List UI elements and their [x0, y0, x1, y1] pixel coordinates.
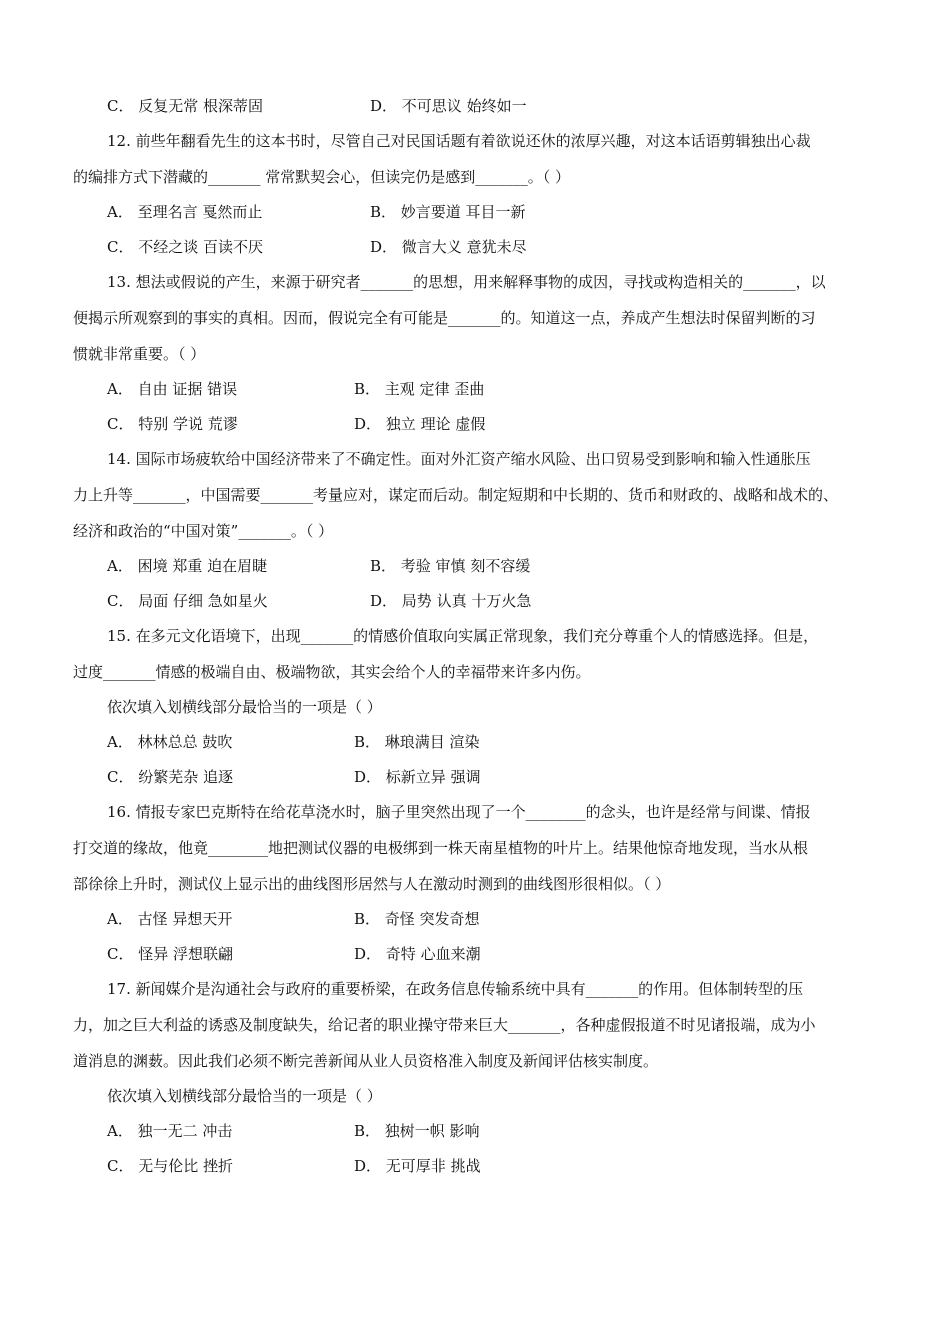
q17-stem-line-1: 17. 新闻媒介是沟通社会与政府的重要桥梁，在政务信息传输系统中具有_______的作用。但体制转型的压: [107, 980, 804, 998]
q15-option-b: B． 琳琅满目 渲染: [354, 733, 480, 751]
q12-stem-line-2: 的编排方式下潜藏的_______ 常常默契会心，但读完仍是感到_______。（ ）: [73, 168, 571, 186]
q15-stem-line-2: 过度_______情感的极端自由、极端物欲，其实会给个人的幸福带来许多内伤。: [73, 663, 591, 681]
q16-option-b: B． 奇怪 突发奇想: [354, 910, 480, 928]
q17-option-d: D． 无可厚非 挑战: [354, 1157, 481, 1175]
q16-option-c: C． 怪异 浮想联翩: [107, 945, 234, 963]
q12-option-b: B． 妙言要道 耳目一新: [370, 203, 526, 221]
q13-option-b: B． 主观 定律 歪曲: [354, 380, 485, 398]
q11-option-c: C． 反复无常 根深蒂固: [107, 97, 264, 115]
q16-stem-line-3: 部徐徐上升时，测试仪上显示出的曲线图形居然与人在激动时测到的曲线图形很相似。（ ）: [73, 875, 671, 893]
q16-stem-line-1: 16. 情报专家巴克斯特在给花草浇水时，脑子里突然出现了一个________的念头，也许是经常与间谍、情报: [107, 803, 811, 821]
q12-option-d: D． 微言大义 意犹未尽: [370, 238, 527, 256]
q14-stem-line-1: 14. 国际市场疲软给中国经济带来了不确定性。面对外汇资产缩水风险、出口贸易受到影响和输入性通胀压: [107, 450, 811, 468]
q12-option-c: C． 不经之谈 百读不厌: [107, 238, 264, 256]
q17-prompt: 依次填入划横线部分最恰当的一项是（ ）: [107, 1087, 382, 1105]
q13-stem-line-1: 13. 想法或假说的产生，来源于研究者_______的思想，用来解释事物的成因，寻找或构造相关的_______，以: [107, 273, 826, 291]
q14-option-c: C． 局面 仔细 急如星火: [107, 592, 268, 610]
q14-stem-line-3: 经济和政治的“中国对策”_______。（ ）: [73, 522, 334, 540]
q14-option-b: B． 考验 审慎 刻不容缓: [370, 557, 531, 575]
q15-option-c: C． 纷繁芜杂 追逐: [107, 768, 234, 786]
q13-stem-line-3: 惯就非常重要。（ ）: [73, 345, 206, 363]
q16-stem-line-2: 打交道的缘故，他竟________地把测试仪器的电极绑到一株天南星植物的叶片上。结果他惊奇地发现，当水从根: [73, 839, 809, 857]
q14-option-a: A． 困境 郑重 迫在眉睫: [107, 557, 268, 575]
q13-option-c: C． 特别 学说 荒谬: [107, 415, 238, 433]
q17-option-b: B． 独树一帜 影响: [354, 1122, 480, 1140]
q16-option-d: D． 奇特 心血来潮: [354, 945, 481, 963]
q13-stem-line-2: 便揭示所观察到的事实的真相。因而，假说完全有可能是_______的。知道这一点，养成产生想法时保留判断的习: [73, 309, 816, 327]
q15-option-d: D． 标新立异 强调: [354, 768, 481, 786]
q11-option-d: D． 不可思议 始终如一: [370, 97, 527, 115]
q13-option-a: A． 自由 证据 错误: [107, 380, 238, 398]
q17-stem-line-3: 道消息的渊薮。因此我们必须不断完善新闻从业人员资格准入制度及新闻评估核实制度。: [73, 1052, 659, 1070]
q15-option-a: A． 林林总总 鼓吹: [107, 733, 233, 751]
q14-option-d: D． 局势 认真 十万火急: [370, 592, 532, 610]
q14-stem-line-2: 力上升等_______，中国需要_______考量应对，谋定而后动。制定短期和中长期的、货币和财政的、战略和战术的、: [73, 486, 839, 504]
q17-option-a: A． 独一无二 冲击: [107, 1122, 233, 1140]
q15-stem-line-1: 15. 在多元文化语境下，出现_______的情感价值取向实属正常现象，我们充分尊重个人的情感选择。但是，: [107, 627, 819, 645]
q12-stem-line-1: 12. 前些年翻看先生的这本书时，尽管自己对民国话题有着欲说还休的浓厚兴趣，对这本话语剪辑独出心裁: [107, 132, 811, 150]
q17-option-c: C． 无与伦比 挫折: [107, 1157, 234, 1175]
q15-prompt: 依次填入划横线部分最恰当的一项是（ ）: [107, 698, 382, 716]
q12-option-a: A． 至理名言 戛然而止: [107, 203, 263, 221]
q17-stem-line-2: 力，加之巨大利益的诱惑及制度缺失，给记者的职业操守带来巨大_______，各种虚假报道不时见诸报端，成为小: [73, 1016, 816, 1034]
q16-option-a: A． 古怪 异想天开: [107, 910, 233, 928]
q13-option-d: D． 独立 理论 虚假: [354, 415, 486, 433]
